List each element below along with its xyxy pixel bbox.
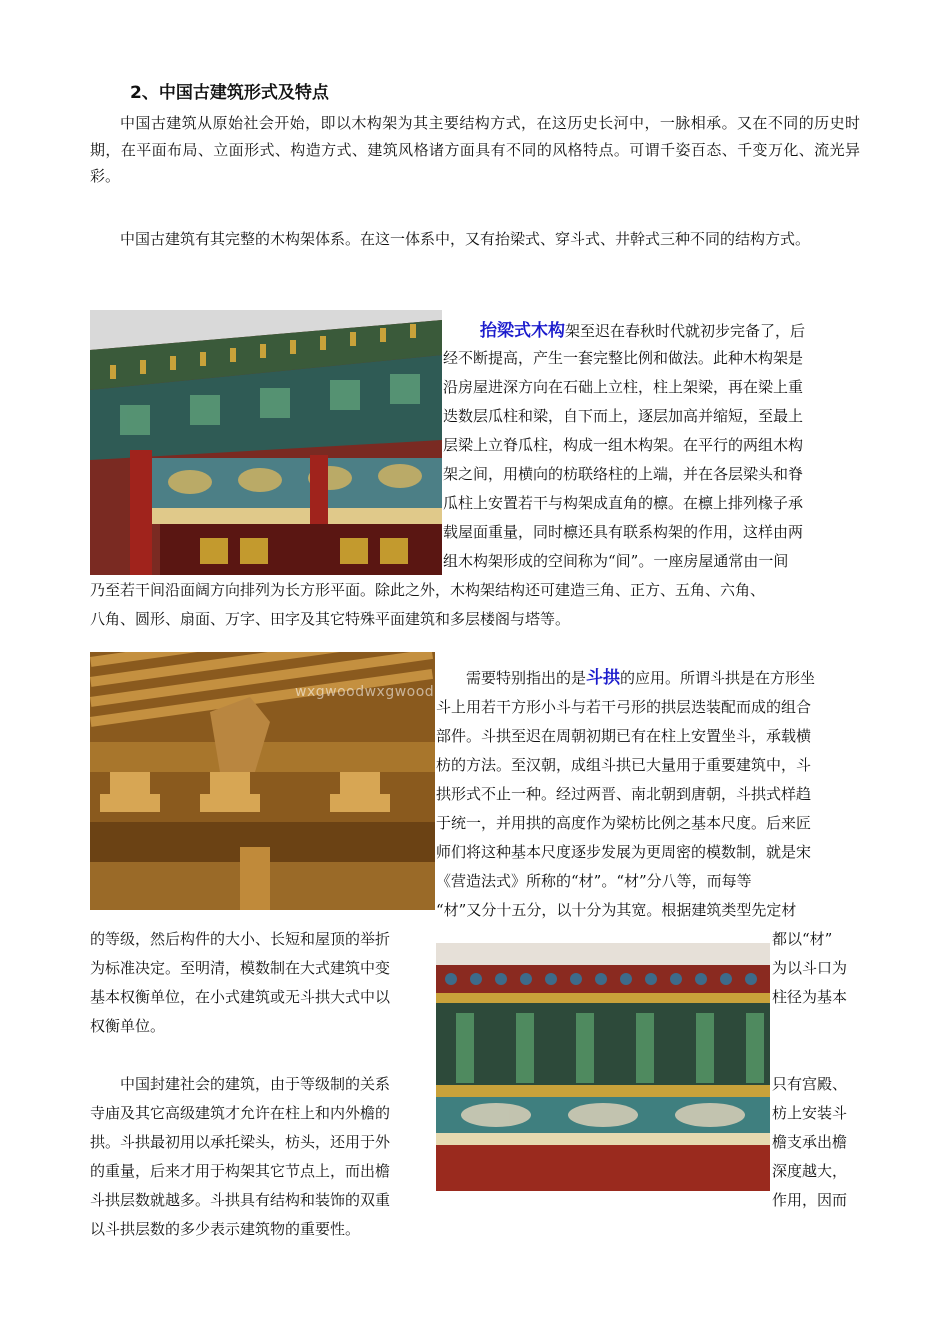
section2-line-4: 枋的方法。至汉朝，成组斗拱已大量用于重要建筑中，斗 (436, 756, 812, 774)
section2-line-6: 于统一，并用拱的高度作为梁枋比例之基本尺度。后来匠 (436, 814, 812, 832)
section2-line-7: 师们将这种基本尺度逐步发展为更周密的模数制，就是宋 (436, 843, 812, 861)
section2-left-line-4: 权衡单位。 (90, 1017, 166, 1035)
section2-left-line-1: 的等级，然后构件的大小、长短和屋顶的举折 (90, 930, 391, 948)
section1-line-6: 架之间，用横向的枋联络柱的上端，并在各层梁头和脊 (443, 465, 804, 483)
section2-right-line-3: 柱径为基本 (772, 988, 848, 1006)
section1-line-5: 层梁上立脊瓜柱，构成一组木构架。在平行的两组木构 (443, 436, 804, 454)
section2-right-line-1: 都以“材” (772, 930, 833, 948)
paragraph-intro: 中国古建筑从原始社会开始，即以木构架为其主要结构方式，在这历史长河中，一脉相承。又在不同的历史时期，在平面布局、立面形式、构造方式、建筑风格诸方面具有不同的风格特点。可谓千姿百态、千变万化、流光异彩。 (90, 114, 860, 185)
painted-eaves-photo (90, 310, 442, 575)
section3-left-line-4: 的重量，后来才用于构架其它节点上，而出檐 (90, 1162, 391, 1180)
section1-line-2: 经不断提高，产生一套完整比例和做法。此种木构架是 (443, 349, 804, 367)
section1-line-8: 载屋面重量，同时檩还具有联系构架的作用，这样由两 (443, 523, 804, 541)
section3-right-line-1: 只有宫殿、 (772, 1075, 848, 1093)
section2-left-line-2: 为标准决定。至明清，模数制在大式建筑中变 (90, 959, 391, 977)
section1-line-3: 沿房屋进深方向在石础上立柱，柱上架梁，再在梁上重 (443, 378, 804, 396)
paragraph-structure: 中国古建筑有其完整的木构架体系。在这一体系中，又有抬梁式、穿斗式、井幹式三种不同的结构方式。 (120, 230, 811, 248)
section2-left-line-3: 基本权衡单位，在小式建筑或无斗拱大式中以 (90, 988, 391, 1006)
section2-line-2: 斗上用若干方形小斗与若干弓形的拱层迭装配而成的组合 (436, 698, 812, 716)
section1-line-1: 抬梁式木构架至迟在春秋时代就初步完备了，后 (480, 321, 806, 341)
highlight-tailiang: 抬梁式木构 (480, 321, 565, 341)
section3-right-line-5: 作用，因而 (772, 1191, 848, 1209)
section-heading: 2、中国古建筑形式及特点 (130, 83, 329, 103)
wooden-bracket-photo (90, 652, 435, 910)
section3-left-line-6: 以斗拱层数的多少表示建筑物的重要性。 (90, 1220, 361, 1238)
section1-line-9: 组木构架形成的空间称为“间”。一座房屋通常由一间 (443, 552, 789, 570)
section2-right-line-2: 为以斗口为 (772, 959, 848, 977)
painted-beam-photo (436, 943, 770, 1191)
section3-left-line-5: 斗拱层数就越多。斗拱具有结构和装饰的双重 (90, 1191, 391, 1209)
section2-line-3: 部件。斗拱至迟在周朝初期已有在柱上安置坐斗，承载横 (436, 727, 812, 745)
section3-right-line-2: 枋上安装斗 (772, 1104, 848, 1122)
section2-line-5: 拱形式不止一种。经过两晋、南北朝到唐朝，斗拱式样趋 (436, 785, 812, 803)
highlight-dougong: 斗拱 (586, 668, 621, 688)
section3-right-line-3: 檐支承出檐 (772, 1133, 848, 1151)
section3-left-line-3: 拱。斗拱最初用以承托梁头，枋头，还用于外 (90, 1133, 391, 1151)
section3-left-line-2: 寺庙及其它高级建筑才允许在柱上和内外檐的 (90, 1104, 391, 1122)
section2-line-1: 需要特别指出的是斗拱的应用。所谓斗拱是在方形坐 (466, 668, 816, 688)
section3-right-line-4: 深度越大， (772, 1162, 848, 1180)
photo-watermark: wxgwoodwxgwood (295, 684, 435, 700)
section1-full-line-2: 八角、圆形、扇面、万字、田字及其它特殊平面建筑和多层楼阁与塔等。 (90, 610, 571, 628)
section1-line-4: 迭数层瓜柱和梁，自下而上，逐层加高并缩短，至最上 (443, 407, 804, 425)
section1-line-7: 瓜柱上安置若干与构架成直角的檩。在檩上排列椽子承 (443, 494, 804, 512)
section2-line-8: 《营造法式》所称的“材”。“材”分八等，而每等 (436, 872, 752, 890)
section3-left-line-1: 中国封建社会的建筑，由于等级制的关系 (120, 1075, 391, 1093)
section1-full-line-1: 乃至若干间沿面阔方向排列为长方形平面。除此之外，木构架结构还可建造三角、正方、五角、六角、 (90, 581, 766, 599)
section2-line-9: “材”又分十五分，以十分为其宽。根据建筑类型先定材 (436, 901, 797, 919)
